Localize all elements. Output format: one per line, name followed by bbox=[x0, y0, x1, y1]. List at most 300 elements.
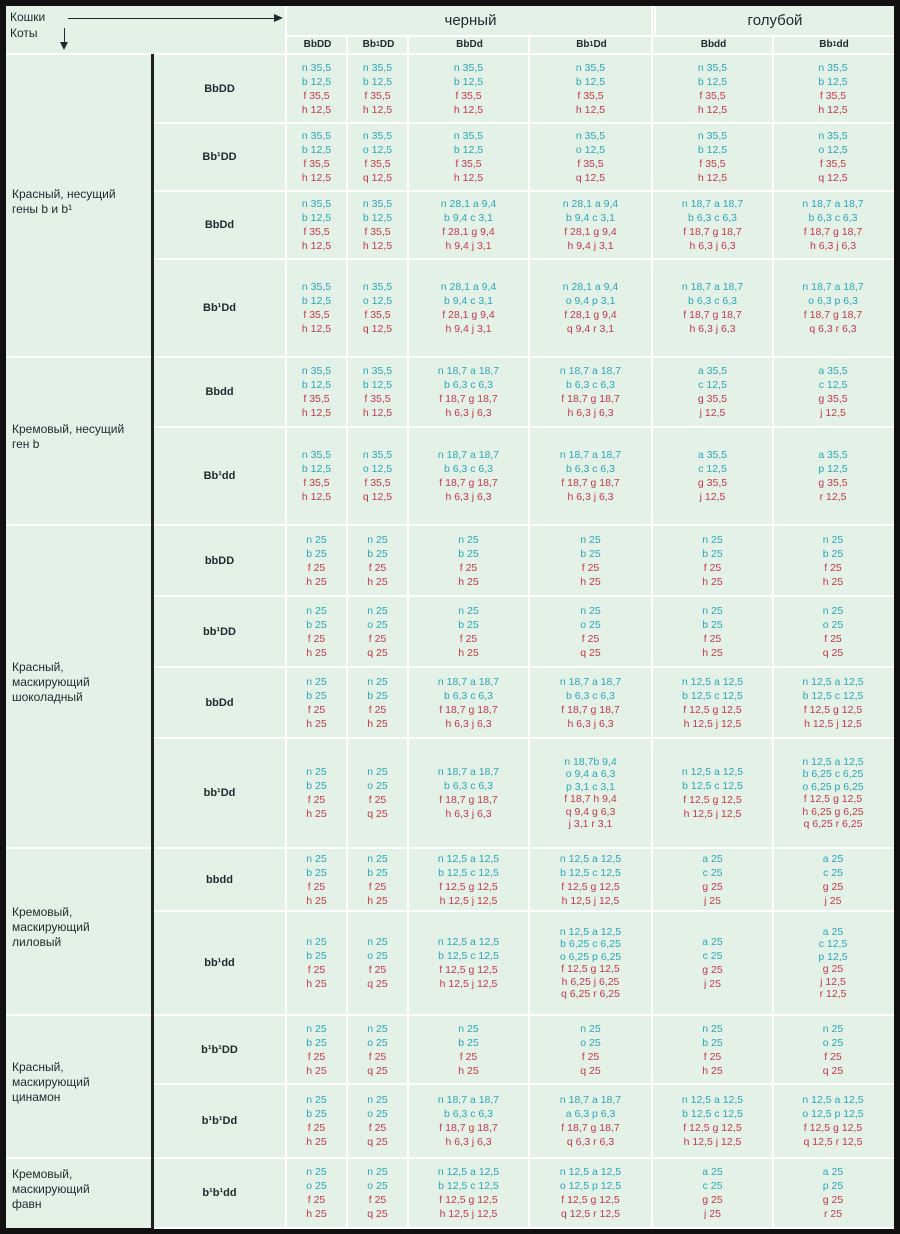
cell-value: h 12,5 bbox=[453, 103, 484, 116]
category-label bbox=[12, 1060, 144, 1105]
category-divider bbox=[6, 53, 151, 55]
cell-value: f 25 bbox=[307, 561, 326, 574]
table-cell bbox=[287, 358, 346, 426]
category-label-line: маскирующий bbox=[12, 675, 90, 689]
cell-value: f 18,7 g 18,7 bbox=[439, 393, 498, 405]
cell-value: f 35,5 bbox=[577, 89, 604, 102]
cell-value: n 18,7 a 18,7 bbox=[802, 198, 864, 210]
cell-value: h 6,3 j 6,3 bbox=[445, 491, 492, 503]
cell-value: c 12,5 bbox=[698, 379, 727, 391]
table-cell bbox=[348, 1159, 407, 1227]
table-cell bbox=[409, 260, 528, 356]
cell-value: n 18,7 a 18,7 bbox=[559, 449, 622, 461]
cell-value: f 18,7 g 18,7 bbox=[561, 393, 620, 405]
cell-value: b 12,5 bbox=[301, 379, 332, 391]
table-cell bbox=[653, 1016, 772, 1083]
cell-value: f 25 bbox=[368, 1194, 387, 1206]
cell-value: h 12,5 bbox=[301, 240, 332, 252]
cell-value: b 25 bbox=[306, 866, 327, 879]
cell-value: o 12,5 bbox=[575, 144, 606, 156]
cell-value: g 25 bbox=[702, 880, 723, 893]
cell-value: a 35,5 bbox=[697, 365, 728, 377]
cell-value: n 18,7 a 18,7 bbox=[681, 281, 744, 293]
column-header-text: Bbdd bbox=[700, 39, 727, 50]
category-label-line: маскирующий bbox=[12, 920, 90, 934]
cell-value: n 25 bbox=[367, 852, 388, 865]
cell-value: n 28,1 a 9,4 bbox=[562, 281, 619, 293]
cell-value: f 12,5 g 12,5 bbox=[683, 703, 742, 716]
cell-value: r 25 bbox=[823, 1208, 843, 1220]
table-cell bbox=[287, 1016, 346, 1083]
column-header-text: BbDd bbox=[456, 39, 483, 50]
table-cell bbox=[348, 358, 407, 426]
cell-value: n 25 bbox=[367, 766, 388, 778]
table-cell bbox=[287, 192, 346, 258]
cell-value: o 6,25 p 6,25 bbox=[802, 780, 864, 793]
cell-value: f 18,7 g 18,7 bbox=[561, 477, 620, 489]
cell-value: h 12,5 bbox=[697, 103, 728, 116]
cell-value: n 35,5 bbox=[301, 61, 332, 74]
cell-value: n 25 bbox=[306, 852, 327, 865]
table-cell bbox=[530, 192, 651, 258]
cell-value: b 6,3 c 6,3 bbox=[443, 379, 494, 391]
table-cell bbox=[530, 260, 651, 356]
cell-value: h 25 bbox=[306, 894, 327, 907]
table-cell bbox=[348, 428, 407, 524]
cell-value: f 12,5 g 12,5 bbox=[439, 1194, 498, 1206]
table-cell bbox=[287, 55, 346, 122]
cell-value: b 6,3 c 6,3 bbox=[808, 212, 858, 224]
cell-value: q 25 bbox=[822, 646, 844, 659]
cell-value: h 12,5 bbox=[301, 323, 332, 335]
column-header-suffix: Dd bbox=[593, 39, 607, 50]
row-genotype: Bbdd bbox=[205, 386, 234, 398]
row-genotype: bbDD bbox=[204, 554, 235, 567]
cell-value: o 12,5 bbox=[362, 463, 393, 475]
males-label: Коты bbox=[10, 26, 38, 40]
cell-value: o 12,5 bbox=[362, 295, 393, 307]
cell-value: b 12,5 c 12,5 bbox=[438, 1180, 499, 1192]
cell-value: f 25 bbox=[307, 964, 326, 976]
cell-value: n 35,5 bbox=[697, 130, 728, 142]
cell-value: n 35,5 bbox=[301, 365, 332, 377]
category-label-line: шоколадный bbox=[12, 690, 83, 704]
cell-value: r 12,5 bbox=[819, 491, 847, 503]
table-cell bbox=[774, 192, 892, 258]
row-genotype: bb¹DD bbox=[203, 625, 236, 638]
cell-value: h 12,5 bbox=[301, 103, 332, 116]
cell-value: n 35,5 bbox=[301, 198, 332, 210]
cell-value: g 35,5 bbox=[697, 477, 728, 489]
table-cell bbox=[409, 428, 528, 524]
column-header-text: BbDD bbox=[303, 39, 332, 50]
cell-value: b 6,3 c 6,3 bbox=[443, 689, 494, 702]
cell-value: h 12,5 bbox=[301, 491, 332, 503]
cell-value: n 18,7 a 18,7 bbox=[559, 1094, 622, 1106]
cell-value: b 25 bbox=[367, 547, 388, 560]
cell-value: j 12,5 bbox=[820, 407, 846, 419]
cell-value: f 12,5 g 12,5 bbox=[803, 793, 863, 805]
cell-value: n 35,5 bbox=[301, 449, 332, 461]
cell-value: h 6,3 j 6,3 bbox=[567, 491, 614, 503]
cell-value: f 25 bbox=[368, 794, 387, 806]
cell-value: h 6,25 g 6,25 bbox=[802, 805, 864, 818]
cell-value: n 18,7 a 18,7 bbox=[559, 675, 622, 688]
cell-value: b 25 bbox=[306, 1108, 327, 1120]
cell-value: q 6,25 r 6,25 bbox=[561, 988, 620, 1000]
cell-value: h 25 bbox=[367, 575, 388, 588]
table-cell bbox=[530, 739, 651, 847]
cell-value: o 12,5 p 12,5 bbox=[802, 1108, 864, 1120]
category-label bbox=[12, 187, 144, 217]
column-header: Bb 1 DD bbox=[346, 36, 409, 53]
cell-value: o 25 bbox=[367, 1180, 388, 1192]
table-cell bbox=[653, 358, 772, 426]
cell-value: h 25 bbox=[306, 1064, 327, 1077]
cell-value: p 12,5 bbox=[818, 463, 848, 475]
cell-value: b 25 bbox=[306, 618, 327, 631]
table-cell bbox=[409, 668, 528, 737]
cell-value: f 18,7 g 18,7 bbox=[561, 1122, 620, 1134]
cell-value: f 25 bbox=[703, 1050, 722, 1063]
cell-value: n 18,7 a 18,7 bbox=[437, 449, 500, 461]
table-cell bbox=[530, 912, 651, 1014]
cell-value: f 28,1 g 9,4 bbox=[442, 309, 495, 321]
table-cell bbox=[348, 124, 407, 190]
cell-value: h 12,5 bbox=[301, 407, 332, 419]
cell-value: o 25 bbox=[822, 1036, 844, 1049]
table-cell bbox=[409, 55, 528, 122]
cell-value: h 25 bbox=[822, 575, 844, 588]
cell-value: a 25 bbox=[822, 1166, 844, 1178]
column-header-text: Bb bbox=[819, 39, 833, 50]
table-cell bbox=[774, 55, 892, 122]
cell-value: o 25 bbox=[367, 1108, 388, 1120]
cell-value: f 25 bbox=[307, 794, 326, 806]
cell-value: b 12,5 c 12,5 bbox=[682, 1108, 743, 1120]
cell-value: b 25 bbox=[306, 780, 327, 792]
cell-value: f 12,5 g 12,5 bbox=[561, 963, 620, 975]
cell-value: h 25 bbox=[367, 717, 388, 730]
cell-value: f 35,5 bbox=[303, 89, 330, 102]
table-cell bbox=[653, 668, 772, 737]
cell-value: n 12,5 a 12,5 bbox=[802, 755, 864, 768]
arrow-down-icon bbox=[64, 28, 65, 42]
cell-value: b 12,5 c 12,5 bbox=[560, 866, 621, 879]
cell-value: f 25 bbox=[703, 561, 722, 574]
cell-value: a 25 bbox=[702, 1166, 723, 1178]
table-cell bbox=[348, 192, 407, 258]
cell-value: h 25 bbox=[306, 808, 327, 820]
cell-value: h 12,5 j 12,5 bbox=[439, 894, 498, 907]
cell-value: n 25 bbox=[458, 1022, 479, 1035]
cell-value: b 25 bbox=[702, 547, 723, 560]
table-cell bbox=[287, 668, 346, 737]
cell-value: b 12,5 bbox=[362, 379, 393, 391]
cell-value: o 12,5 p 12,5 bbox=[559, 1180, 622, 1192]
cell-value: n 25 bbox=[306, 936, 327, 948]
cell-value: n 12,5 a 12,5 bbox=[802, 1094, 864, 1106]
cell-value: f 35,5 bbox=[303, 226, 330, 238]
row-genotype: Bb¹dd bbox=[203, 470, 236, 482]
cell-value: n 35,5 bbox=[362, 130, 393, 142]
cell-value: h 25 bbox=[306, 646, 327, 659]
table-cell bbox=[530, 668, 651, 737]
category-divider bbox=[6, 1157, 151, 1159]
cell-value: b 6,3 c 6,3 bbox=[565, 463, 616, 475]
cell-value: h 9,4 j 3,1 bbox=[445, 240, 492, 252]
cell-value: b 9,4 c 3,1 bbox=[443, 212, 494, 224]
cell-value: q 12,5 r 12,5 bbox=[803, 1136, 863, 1148]
cell-value: q 25 bbox=[367, 808, 388, 820]
cell-value: n 35,5 bbox=[362, 365, 393, 377]
cell-value: f 25 bbox=[368, 880, 387, 893]
cell-value: b 12,5 c 12,5 bbox=[438, 950, 499, 962]
cell-value: f 35,5 bbox=[303, 477, 330, 489]
cell-value: g 35,5 bbox=[697, 393, 728, 405]
category-label-line: гены b и b¹ bbox=[12, 202, 73, 216]
cell-value: n 25 bbox=[367, 533, 388, 546]
cell-value: b 12,5 bbox=[697, 75, 728, 88]
cell-value: o 6,25 p 6,25 bbox=[559, 950, 622, 963]
table-cell bbox=[530, 526, 651, 595]
cell-value: f 35,5 bbox=[364, 393, 391, 405]
cell-value: c 12,5 bbox=[818, 379, 848, 391]
category-label bbox=[12, 905, 144, 950]
table-cell bbox=[530, 358, 651, 426]
cell-value: b 9,4 c 3,1 bbox=[565, 212, 616, 224]
cell-value: h 12,5 bbox=[301, 172, 332, 184]
cell-value: p 3,1 c 3,1 bbox=[565, 780, 616, 793]
cell-value: h 6,3 j 6,3 bbox=[445, 1136, 492, 1148]
table-cell bbox=[530, 849, 651, 910]
cell-value: f 25 bbox=[824, 561, 842, 574]
cell-value: p 12,5 bbox=[818, 950, 848, 963]
cell-value: h 25 bbox=[458, 646, 479, 659]
table-cell bbox=[409, 1159, 528, 1227]
cell-value: b 12,5 c 12,5 bbox=[682, 689, 743, 702]
cell-value: h 6,3 j 6,3 bbox=[689, 240, 736, 252]
cell-value: h 12,5 j 12,5 bbox=[683, 717, 742, 730]
table-cell bbox=[287, 849, 346, 910]
table-cell bbox=[409, 1085, 528, 1157]
table-cell bbox=[774, 597, 892, 666]
cell-value: j 25 bbox=[704, 1208, 721, 1220]
table-cell bbox=[653, 597, 772, 666]
cell-value: n 12,5 a 12,5 bbox=[437, 936, 500, 948]
cell-value: f 28,1 g 9,4 bbox=[442, 226, 495, 238]
cell-value: j 12,5 bbox=[699, 407, 726, 419]
table-cell bbox=[653, 526, 772, 595]
cell-value: n 18,7 a 18,7 bbox=[437, 1094, 500, 1106]
cell-value: b 12,5 bbox=[362, 212, 393, 224]
cell-value: o 6,3 p 6,3 bbox=[808, 295, 858, 307]
cell-value: b 12,5 bbox=[301, 144, 332, 156]
cell-value: f 28,1 g 9,4 bbox=[564, 309, 617, 321]
cell-value: h 12,5 bbox=[362, 407, 393, 419]
cell-value: n 35,5 bbox=[301, 130, 332, 142]
table-cell bbox=[287, 526, 346, 595]
cell-value: b 25 bbox=[458, 1036, 479, 1049]
cell-value: n 35,5 bbox=[818, 61, 848, 74]
table-cell bbox=[530, 124, 651, 190]
table-cell bbox=[530, 1085, 651, 1157]
category-label-line: фавн bbox=[12, 1197, 42, 1211]
cell-value: b 25 bbox=[702, 618, 723, 631]
cell-value: b 12,5 c 12,5 bbox=[802, 689, 864, 702]
row-genotype: b¹b¹DD bbox=[201, 1043, 238, 1056]
cell-value: g 25 bbox=[822, 1194, 844, 1206]
cell-value: n 12,5 a 12,5 bbox=[559, 1166, 622, 1178]
cell-value: n 25 bbox=[458, 533, 479, 546]
table-cell bbox=[409, 1016, 528, 1083]
table-cell bbox=[653, 124, 772, 190]
column-header-suffix: DD bbox=[379, 39, 395, 50]
cell-value: n 25 bbox=[580, 1022, 601, 1035]
table-cell bbox=[653, 428, 772, 524]
cell-value: f 12,5 g 12,5 bbox=[683, 794, 742, 806]
cell-value: n 35,5 bbox=[575, 61, 606, 74]
cell-value: h 25 bbox=[306, 978, 327, 990]
cell-value: h 12,5 j 12,5 bbox=[561, 894, 620, 907]
cell-value: o 12,5 bbox=[362, 144, 393, 156]
cell-value: b 6,3 c 6,3 bbox=[443, 780, 494, 792]
cell-value: f 25 bbox=[581, 561, 600, 574]
cell-value: o 12,5 bbox=[818, 144, 848, 156]
cell-value: b 12,5 bbox=[301, 75, 332, 88]
cell-value: b 6,3 c 6,3 bbox=[687, 212, 738, 224]
cell-value: o 25 bbox=[822, 618, 844, 631]
cell-value: f 25 bbox=[703, 632, 722, 645]
cell-value: b 6,25 c 6,25 bbox=[560, 938, 621, 950]
cell-value: f 25 bbox=[368, 964, 387, 976]
column-header bbox=[407, 36, 530, 53]
genetics-table bbox=[6, 6, 894, 1228]
cell-value: j 12,5 bbox=[820, 975, 846, 988]
cell-value: n 35,5 bbox=[362, 61, 393, 74]
category-label bbox=[12, 660, 144, 705]
cell-value: f 12,5 g 12,5 bbox=[683, 1122, 742, 1134]
cell-value: q 12,5 bbox=[362, 172, 393, 184]
category-label-line: маскирующий bbox=[12, 1182, 90, 1196]
category-label-line: Кремовый, bbox=[12, 905, 73, 919]
cell-value: b 12,5 bbox=[301, 212, 332, 224]
cell-value: f 35,5 bbox=[819, 89, 847, 102]
cell-value: b 12,5 bbox=[453, 144, 484, 156]
cell-value: f 35,5 bbox=[364, 89, 391, 102]
cell-value: a 35,5 bbox=[818, 449, 848, 461]
cell-value: o 25 bbox=[367, 950, 388, 962]
cell-value: h 25 bbox=[367, 894, 388, 907]
cell-value: b 12,5 bbox=[575, 75, 606, 88]
table-cell bbox=[287, 1159, 346, 1227]
cell-value: q 6,3 r 6,3 bbox=[809, 323, 857, 335]
cell-value: h 6,25 j 6,25 bbox=[561, 975, 620, 988]
table-cell bbox=[774, 124, 892, 190]
category-label-line: маскирующий bbox=[12, 1075, 90, 1089]
cell-value: o 25 bbox=[580, 618, 601, 631]
cell-value: g 25 bbox=[822, 880, 844, 893]
cell-value: b 25 bbox=[306, 950, 327, 962]
cell-value: f 12,5 g 12,5 bbox=[439, 964, 498, 976]
cell-value: j 25 bbox=[704, 978, 721, 990]
cell-value: n 25 bbox=[367, 604, 388, 617]
cell-value: q 25 bbox=[367, 1208, 388, 1220]
cell-value: f 25 bbox=[368, 632, 387, 645]
row-genotype: bb¹dd bbox=[204, 957, 235, 969]
row-genotype: bb¹Dd bbox=[203, 787, 236, 799]
cell-value: b 25 bbox=[367, 689, 388, 702]
cell-value: b 6,25 c 6,25 bbox=[802, 768, 864, 780]
cell-value: b 25 bbox=[458, 547, 479, 560]
cell-value: a 6,3 p 6,3 bbox=[565, 1108, 616, 1120]
cell-value: h 6,3 j 6,3 bbox=[809, 240, 857, 252]
table-cell bbox=[348, 668, 407, 737]
table-cell bbox=[409, 739, 528, 847]
cell-value: f 18,7 g 18,7 bbox=[683, 226, 742, 238]
table-cell bbox=[774, 260, 892, 356]
table-cell bbox=[348, 260, 407, 356]
cell-value: n 35,5 bbox=[697, 61, 728, 74]
table-cell bbox=[409, 124, 528, 190]
table-cell bbox=[653, 912, 772, 1014]
cell-value: f 25 bbox=[307, 1194, 326, 1206]
cell-value: n 25 bbox=[580, 604, 601, 617]
table-cell bbox=[653, 849, 772, 910]
table-cell bbox=[409, 597, 528, 666]
cell-value: b 6,3 c 6,3 bbox=[443, 1108, 494, 1120]
cell-value: b 25 bbox=[306, 689, 327, 702]
cell-value: o 9,4 a 6,3 bbox=[565, 768, 616, 780]
cell-value: f 12,5 g 12,5 bbox=[561, 1194, 620, 1206]
cell-value: f 12,5 g 12,5 bbox=[803, 703, 863, 716]
cell-value: q 25 bbox=[580, 646, 601, 659]
group-header: голубой bbox=[654, 6, 894, 35]
cell-value: n 12,5 a 12,5 bbox=[559, 925, 622, 938]
cell-value: f 18,7 g 18,7 bbox=[803, 226, 863, 238]
cell-value: n 18,7 a 18,7 bbox=[437, 766, 500, 778]
cell-value: b 12,5 bbox=[362, 75, 393, 88]
cell-value: f 25 bbox=[368, 703, 387, 716]
cell-value: f 25 bbox=[368, 1050, 387, 1063]
category-label bbox=[12, 422, 144, 452]
cell-value: q 12,5 bbox=[818, 172, 848, 184]
cell-value: n 28,1 a 9,4 bbox=[562, 198, 619, 210]
cell-value: f 35,5 bbox=[303, 393, 330, 405]
category-label-line: Красный, несущий bbox=[12, 187, 116, 201]
cell-value: n 25 bbox=[306, 766, 327, 778]
cell-value: b 12,5 c 12,5 bbox=[438, 866, 499, 879]
cell-value: q 9,4 r 3,1 bbox=[566, 323, 615, 335]
cell-value: o 25 bbox=[367, 1036, 388, 1049]
cell-value: f 35,5 bbox=[364, 158, 391, 170]
column-header-text: Bb bbox=[576, 39, 590, 50]
cell-value: b 25 bbox=[580, 547, 601, 560]
cell-value: r 12,5 bbox=[819, 988, 847, 1000]
cell-value: h 12,5 bbox=[697, 172, 728, 184]
cell-value: a 25 bbox=[702, 852, 723, 865]
cell-value: j 25 bbox=[824, 894, 842, 907]
cell-value: h 9,4 j 3,1 bbox=[567, 240, 614, 252]
cell-value: b 12,5 c 12,5 bbox=[682, 780, 743, 792]
cell-value: c 12,5 bbox=[818, 938, 848, 950]
cell-value: a 35,5 bbox=[697, 449, 728, 461]
cell-value: q 6,25 r 6,25 bbox=[803, 818, 863, 830]
cell-value: n 25 bbox=[367, 936, 388, 948]
cell-value: h 12,5 j 12,5 bbox=[804, 717, 862, 730]
cell-value: f 25 bbox=[824, 1050, 842, 1063]
table-cell bbox=[287, 739, 346, 847]
